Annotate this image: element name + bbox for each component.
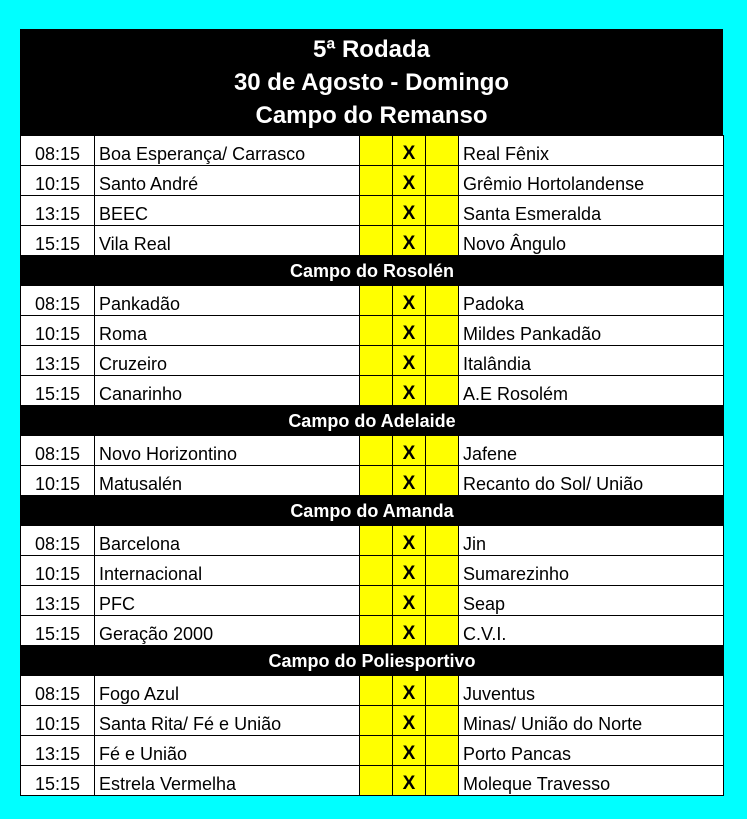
away-score-cell xyxy=(426,526,459,556)
home-score-cell xyxy=(360,376,393,406)
versus-mark: X xyxy=(393,676,426,706)
match-row xyxy=(21,736,724,766)
home-team: Santo André xyxy=(95,166,360,196)
first-venue-title: Campo do Remanso xyxy=(255,102,488,129)
match-row xyxy=(21,346,724,376)
home-score-cell xyxy=(360,196,393,226)
match-row xyxy=(21,196,724,226)
match-row xyxy=(21,376,724,406)
away-team: C.V.I. xyxy=(459,616,724,646)
home-team: Cruzeiro xyxy=(95,346,360,376)
home-team: Fogo Azul xyxy=(95,676,360,706)
home-team: Pankadão xyxy=(95,286,360,316)
away-team: Seap xyxy=(459,586,724,616)
home-score-cell xyxy=(360,436,393,466)
match-row xyxy=(21,166,724,196)
match-row xyxy=(21,616,724,646)
home-team: BEEC xyxy=(95,196,360,226)
away-team: Recanto do Sol/ União xyxy=(459,466,724,496)
versus-mark: X xyxy=(393,526,426,556)
away-score-cell xyxy=(426,166,459,196)
versus-mark: X xyxy=(393,166,426,196)
venue-header-row xyxy=(21,646,724,676)
schedule-header xyxy=(20,29,723,135)
versus-mark: X xyxy=(393,466,426,496)
home-team: Internacional xyxy=(95,556,360,586)
home-score-cell xyxy=(360,586,393,616)
match-time: 13:15 xyxy=(21,346,95,376)
away-team: Real Fênix xyxy=(459,136,724,166)
away-score-cell xyxy=(426,346,459,376)
match-row xyxy=(21,676,724,706)
versus-mark: X xyxy=(393,316,426,346)
away-team: Santa Esmeralda xyxy=(459,196,724,226)
away-score-cell xyxy=(426,436,459,466)
away-score-cell xyxy=(426,316,459,346)
away-score-cell xyxy=(426,196,459,226)
home-score-cell xyxy=(360,706,393,736)
match-time: 13:15 xyxy=(21,586,95,616)
away-score-cell xyxy=(426,586,459,616)
home-score-cell xyxy=(360,346,393,376)
away-team: Jin xyxy=(459,526,724,556)
away-team: Sumarezinho xyxy=(459,556,724,586)
home-score-cell xyxy=(360,736,393,766)
versus-mark: X xyxy=(393,196,426,226)
match-time: 10:15 xyxy=(21,466,95,496)
home-team: Estrela Vermelha xyxy=(95,766,360,796)
match-time: 13:15 xyxy=(21,736,95,766)
home-score-cell xyxy=(360,766,393,796)
match-row xyxy=(21,436,724,466)
home-team: Barcelona xyxy=(95,526,360,556)
away-team: Italândia xyxy=(459,346,724,376)
venue-name: Campo do Adelaide xyxy=(21,406,724,436)
home-team: Vila Real xyxy=(95,226,360,256)
schedule-sheet xyxy=(20,29,723,796)
match-row xyxy=(21,316,724,346)
versus-mark: X xyxy=(393,136,426,166)
match-time: 08:15 xyxy=(21,136,95,166)
home-team: Matusalén xyxy=(95,466,360,496)
home-score-cell xyxy=(360,226,393,256)
home-score-cell xyxy=(360,286,393,316)
away-team: Mildes Pankadão xyxy=(459,316,724,346)
home-team: Novo Horizontino xyxy=(95,436,360,466)
versus-mark: X xyxy=(393,706,426,736)
home-team: Canarinho xyxy=(95,376,360,406)
versus-mark: X xyxy=(393,766,426,796)
away-score-cell xyxy=(426,706,459,736)
home-team: PFC xyxy=(95,586,360,616)
home-score-cell xyxy=(360,556,393,586)
match-time: 08:15 xyxy=(21,676,95,706)
versus-mark: X xyxy=(393,556,426,586)
versus-mark: X xyxy=(393,346,426,376)
away-team: Juventus xyxy=(459,676,724,706)
match-row xyxy=(21,556,724,586)
match-time: 10:15 xyxy=(21,706,95,736)
away-score-cell xyxy=(426,676,459,706)
match-time: 15:15 xyxy=(21,766,95,796)
venue-header-row xyxy=(21,406,724,436)
venue-header-row xyxy=(21,256,724,286)
match-row xyxy=(21,586,724,616)
home-score-cell xyxy=(360,316,393,346)
home-team: Santa Rita/ Fé e União xyxy=(95,706,360,736)
match-time: 10:15 xyxy=(21,316,95,346)
away-score-cell xyxy=(426,736,459,766)
away-team: Novo Ângulo xyxy=(459,226,724,256)
away-team: Porto Pancas xyxy=(459,736,724,766)
match-row xyxy=(21,226,724,256)
away-team: Jafene xyxy=(459,436,724,466)
match-time: 08:15 xyxy=(21,436,95,466)
venue-name: Campo do Rosolén xyxy=(21,256,724,286)
home-score-cell xyxy=(360,466,393,496)
match-row xyxy=(21,286,724,316)
away-score-cell xyxy=(426,226,459,256)
versus-mark: X xyxy=(393,736,426,766)
home-score-cell xyxy=(360,676,393,706)
home-score-cell xyxy=(360,616,393,646)
match-time: 13:15 xyxy=(21,196,95,226)
date-title: 30 de Agosto - Domingo xyxy=(233,69,510,96)
versus-mark: X xyxy=(393,436,426,466)
away-score-cell xyxy=(426,376,459,406)
home-score-cell xyxy=(360,136,393,166)
away-score-cell xyxy=(426,286,459,316)
away-team: Grêmio Hortolandense xyxy=(459,166,724,196)
home-team: Roma xyxy=(95,316,360,346)
away-score-cell xyxy=(426,136,459,166)
away-team: A.E Rosolém xyxy=(459,376,724,406)
versus-mark: X xyxy=(393,226,426,256)
away-team: Moleque Travesso xyxy=(459,766,724,796)
match-row xyxy=(21,766,724,796)
match-time: 10:15 xyxy=(21,166,95,196)
match-time: 15:15 xyxy=(21,226,95,256)
home-team: Fé e União xyxy=(95,736,360,766)
versus-mark: X xyxy=(393,376,426,406)
away-team: Padoka xyxy=(459,286,724,316)
versus-mark: X xyxy=(393,286,426,316)
away-team: Minas/ União do Norte xyxy=(459,706,724,736)
match-time: 15:15 xyxy=(21,616,95,646)
away-score-cell xyxy=(426,616,459,646)
match-row xyxy=(21,466,724,496)
home-score-cell xyxy=(360,526,393,556)
match-row xyxy=(21,136,724,166)
match-time: 08:15 xyxy=(21,286,95,316)
match-row xyxy=(21,706,724,736)
round-title: 5ª Rodada xyxy=(313,36,430,63)
venue-name: Campo do Poliesportivo xyxy=(21,646,724,676)
match-time: 08:15 xyxy=(21,526,95,556)
versus-mark: X xyxy=(393,616,426,646)
match-time: 15:15 xyxy=(21,376,95,406)
away-score-cell xyxy=(426,766,459,796)
home-score-cell xyxy=(360,166,393,196)
venue-name: Campo do Amanda xyxy=(21,496,724,526)
versus-mark: X xyxy=(393,586,426,616)
venue-header-row xyxy=(21,496,724,526)
home-team: Boa Esperança/ Carrasco xyxy=(95,136,360,166)
match-row xyxy=(21,526,724,556)
away-score-cell xyxy=(426,466,459,496)
away-score-cell xyxy=(426,556,459,586)
home-team: Geração 2000 xyxy=(95,616,360,646)
matches-table xyxy=(20,135,724,796)
match-time: 10:15 xyxy=(21,556,95,586)
